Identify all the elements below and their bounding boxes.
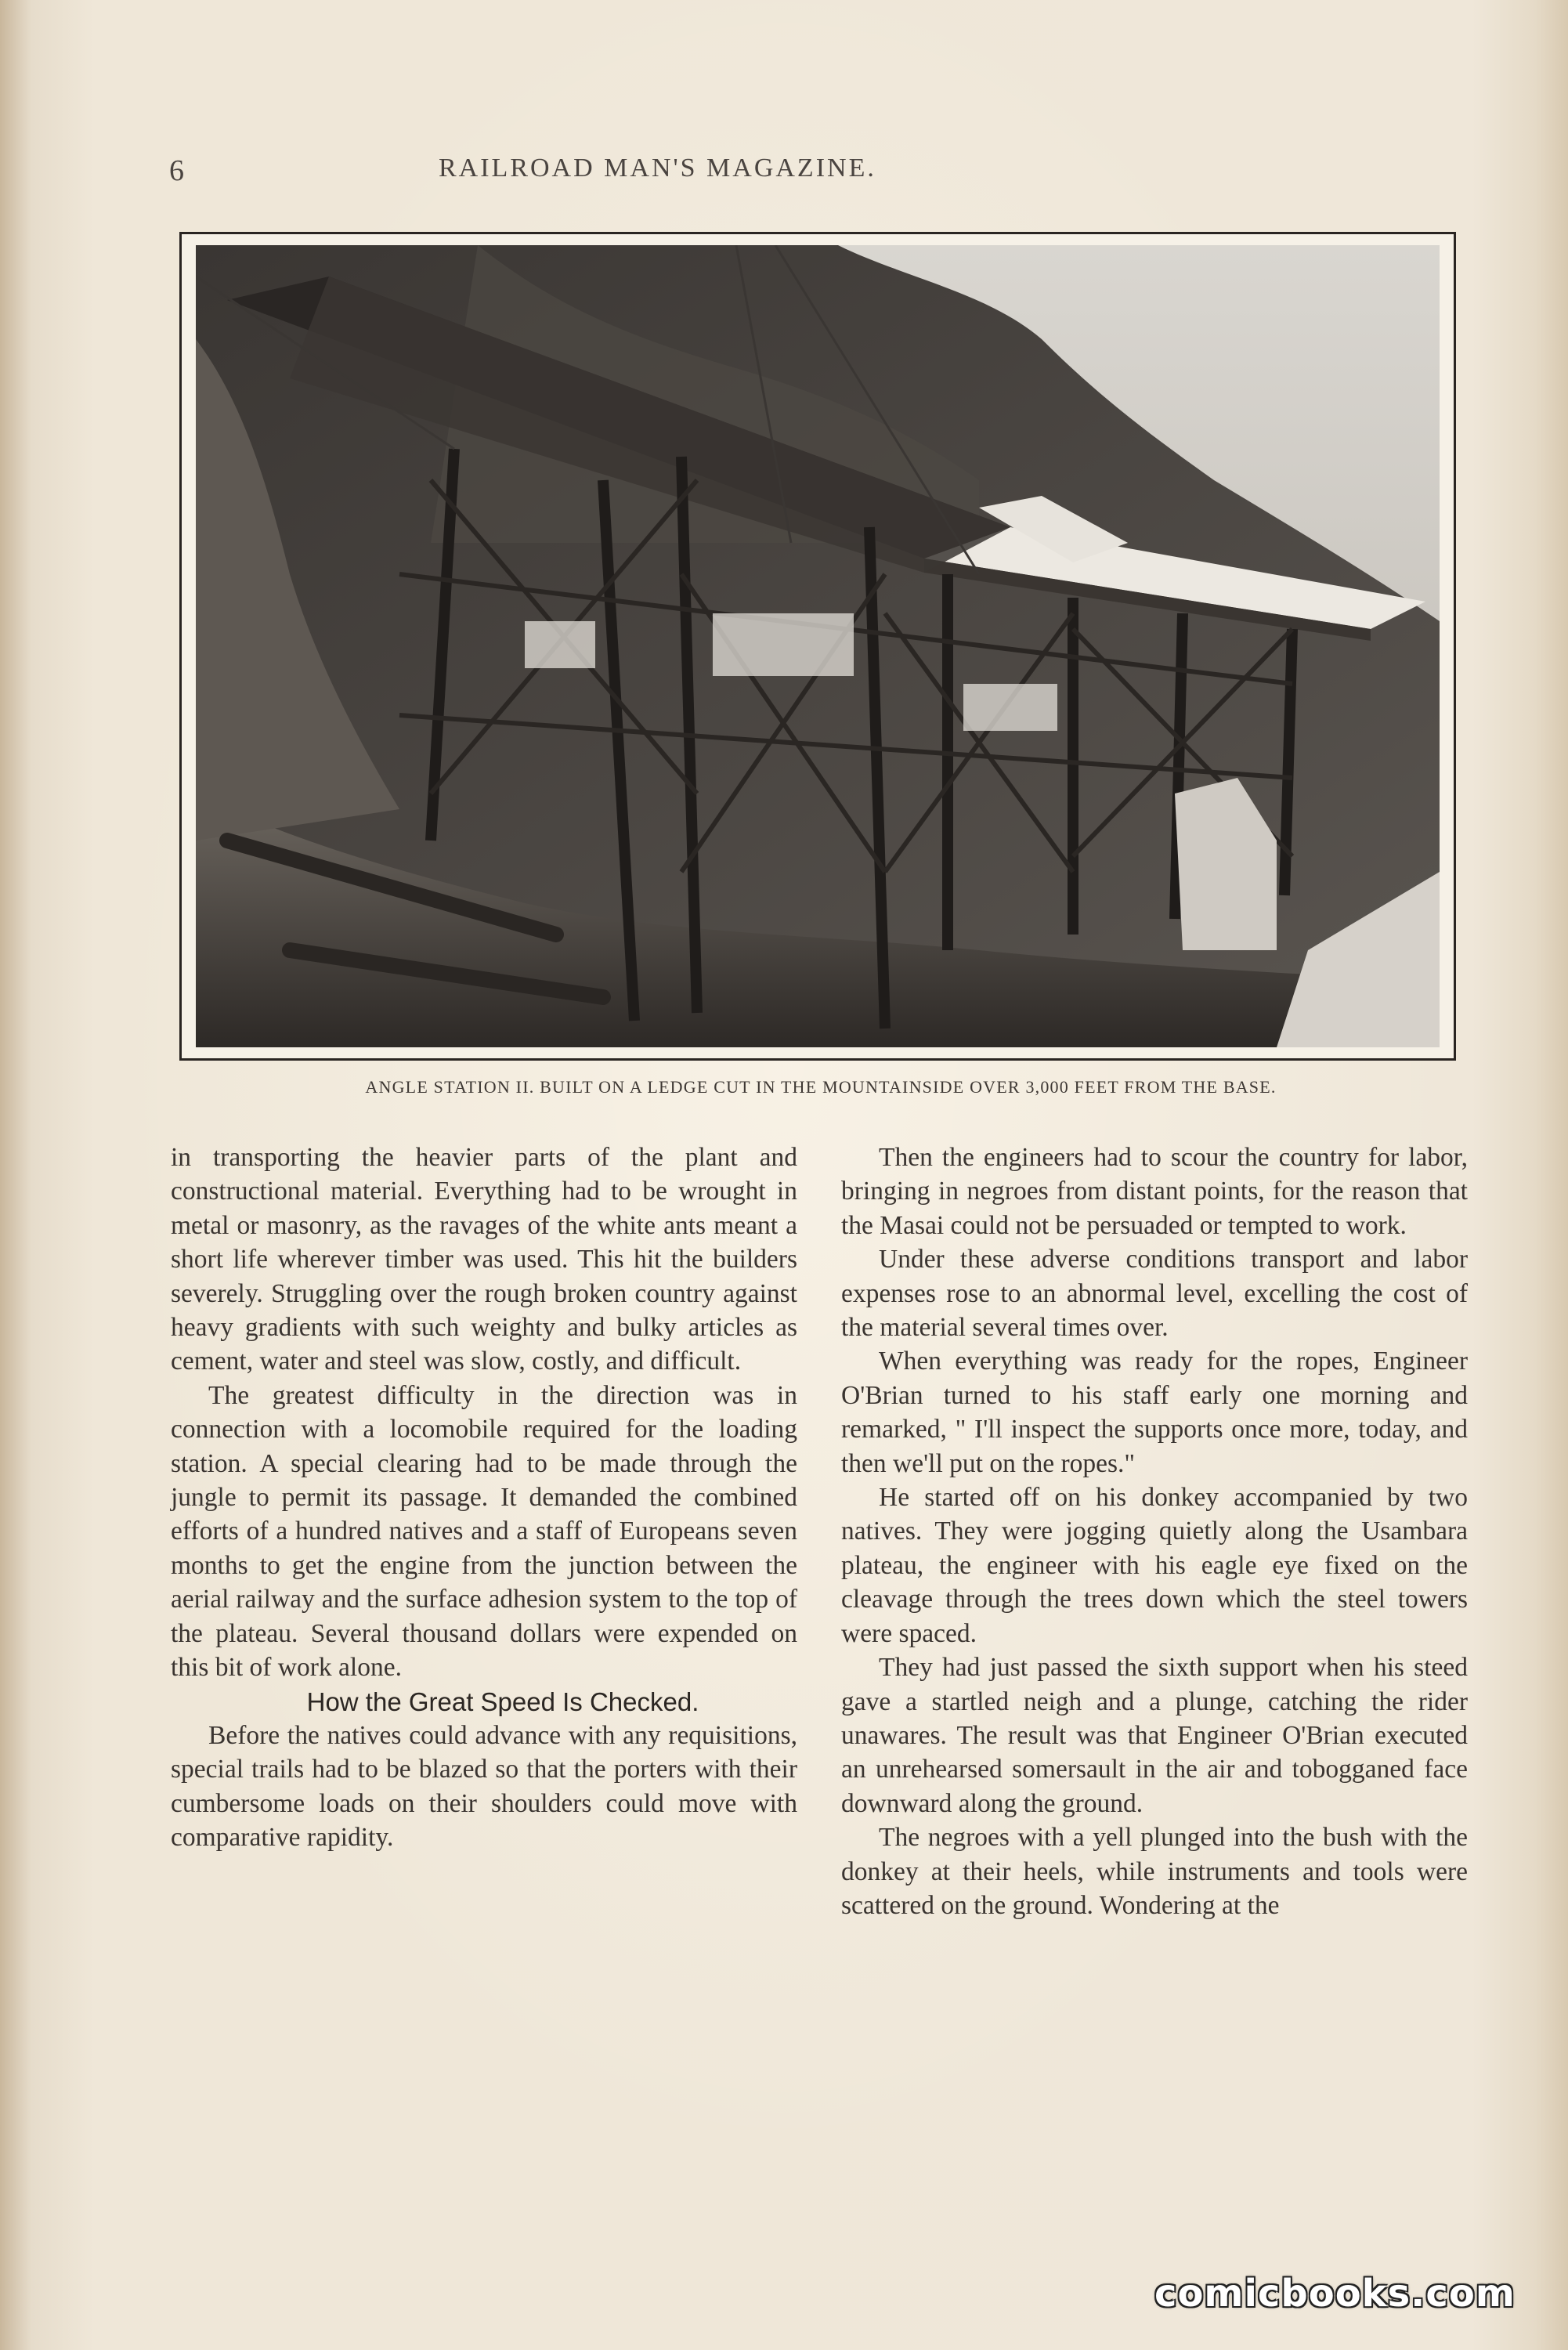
right-paragraph-3: When everything was ready for the ropes, Engineer O'Brian turned to his staff early one morning and remarked, " I'll inspect the supports once more, today, and then we'll put on the ropes." [841, 1347, 1468, 1478]
site-watermark: comicbooks.com [1154, 2272, 1516, 2316]
left-column [171, 1141, 797, 1855]
left-paragraph-1: in transporting the heavier parts of the plant and constructional material. Everything had to be wrought in metal or masonry, as the ravages of the white ants meant a short life wherever timber was used. This hit the builders severely. Struggling over the rough broken country against heavy gradients with such weighty and bulky articles as cement, water and steel was slow, costly, and difficult. [171, 1143, 797, 1376]
running-head: RAILROAD MAN'S MAGAZINE. [439, 154, 876, 183]
station-photograph [196, 245, 1440, 1047]
section-subheading: How the Great Speed Is Checked. [306, 1687, 699, 1716]
right-paragraph-1: Then the engineers had to scour the country for labor, bringing in negroes from distant points, for the reason that the Masai could not be persuaded or tempted to work. [841, 1143, 1468, 1240]
right-paragraph-6: The negroes with a yell plunged into the bush with the donkey at their heels, while instruments and tools were scattered on the ground. Wondering at the [841, 1823, 1468, 1920]
figure-caption: ANGLE STATION II. BUILT ON A LEDGE CUT IN THE MOUNTAINSIDE OVER 3,000 FEET FROM THE BASE. [365, 1077, 1277, 1097]
left-paragraph-3: Before the natives could advance with any requisitions, special trails had to be blazed so that the porters with their cumbersome loads on their shoulders could move with comparative rapidity. [171, 1720, 797, 1853]
left-paragraph-2: The greatest difficulty in the direction was in connection with a locomobile required for the loading station. A special clearing had to be made through the jungle to permit its passage. It demanded the combined efforts of a hundred natives and a staff of Europeans seven months to get the engine from the junction between the aerial railway and the surface adhesion system to the top of the plateau. Several thousand dollars were expended on this bit of work alone. [171, 1380, 797, 1683]
photo-frame [179, 232, 1456, 1061]
right-paragraph-4: He started off on his donkey accompanied by two natives. They were jogging quietly along the Usambara plateau, the engineer with his eagle eye fixed on the cleavage through the trees down which the steel towers were spaced. [841, 1483, 1468, 1648]
right-paragraph-5: They had just passed the sixth support when his steed gave a startled neigh and a plunge, catching the rider unawares. The result was that Engineer O'Brian executed an unrehearsed somersault in the air and tobogganed face downward along the ground. [841, 1653, 1468, 1818]
right-paragraph-2: Under these adverse conditions transport and labor expenses rose to an abnormal level, excelling the cost of the material several times over. [841, 1245, 1468, 1343]
page-number: 6 [169, 154, 184, 187]
right-column [841, 1141, 1468, 1922]
